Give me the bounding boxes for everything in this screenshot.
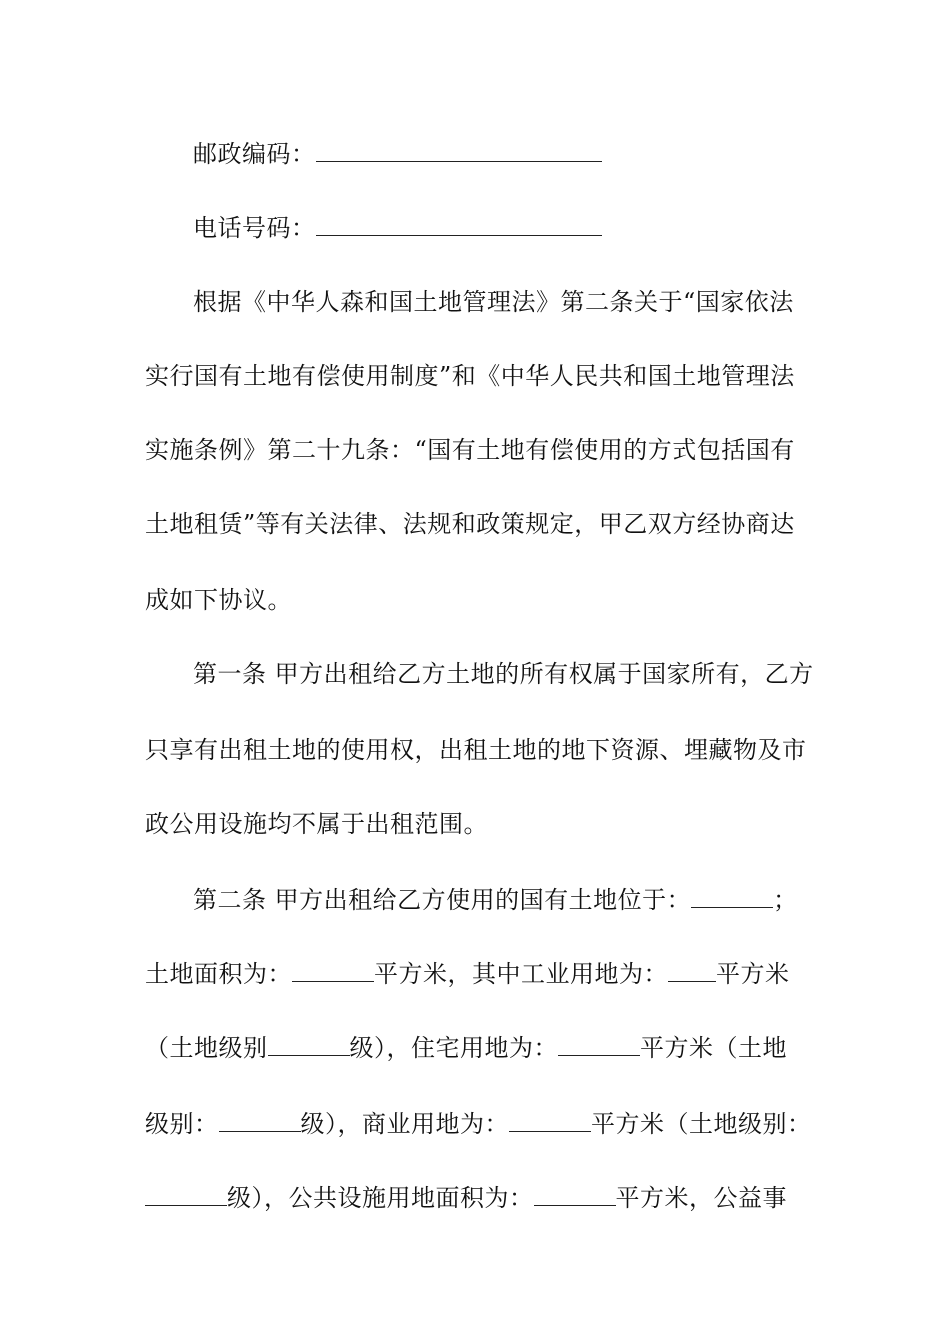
article1-line: 政公用设施均不属于出租范围。	[145, 810, 488, 838]
article2-text: 平方米（土地	[640, 1034, 787, 1062]
article2-text: 级别：	[145, 1110, 219, 1138]
article1-line: 只享有出租土地的使用权，出租土地的地下资源、埋藏物及市	[145, 736, 807, 764]
phone-number-blank	[316, 213, 602, 236]
article2-text: 级），商业用地为：	[300, 1110, 509, 1138]
residential-area-blank	[558, 1033, 640, 1056]
land-area-blank	[292, 959, 374, 982]
article2-text: 级），住宅用地为：	[349, 1034, 558, 1062]
article1-line: 第一条 甲方出租给乙方土地的所有权属于国家所有，乙方	[193, 660, 814, 688]
commercial-level-blank	[145, 1183, 227, 1206]
industrial-level-blank	[268, 1033, 350, 1056]
article2-line-2	[145, 958, 825, 990]
article2-line-1	[193, 884, 825, 916]
preamble-line: 土地租赁”等有关法律、法规和政策规定，甲乙双方经协商达	[145, 510, 795, 538]
preamble-line: 成如下协议。	[145, 586, 292, 614]
article2-text: 平方米	[716, 960, 790, 988]
postal-code-blank	[316, 139, 602, 162]
article2-text: 平方米（土地级别：	[591, 1110, 812, 1138]
commercial-area-blank	[509, 1109, 591, 1132]
article2-line-3	[145, 1032, 825, 1064]
preamble-line: 实行国有土地有偿使用制度”和《中华人民共和国土地管理法	[145, 362, 795, 390]
phone-number-line	[193, 212, 825, 244]
residential-level-blank	[219, 1109, 301, 1132]
location-blank	[691, 885, 773, 908]
phone-number-label: 电话号码：	[193, 214, 316, 242]
postal-code-label: 邮政编码：	[193, 140, 316, 168]
article2-text: （土地级别	[145, 1034, 268, 1062]
public-facility-area-blank	[534, 1183, 616, 1206]
preamble-line: 实施条例》第二十九条：“国有土地有偿使用的方式包括国有	[145, 436, 795, 464]
article2-line-4	[145, 1108, 825, 1140]
article2-text: 平方米，公益事	[615, 1184, 787, 1212]
article2-line-5	[145, 1182, 825, 1214]
article2-text: 第二条 甲方出租给乙方使用的国有土地位于：	[193, 886, 692, 914]
article2-text: 土地面积为：	[145, 960, 292, 988]
preamble-line: 根据《中华人森和国土地管理法》第二条关于“国家依法	[193, 288, 794, 316]
industrial-area-blank	[668, 959, 716, 982]
article2-text: 平方米，其中工业用地为：	[374, 960, 668, 988]
postal-code-line	[193, 138, 825, 170]
article2-text: 级），公共设施用地面积为：	[227, 1184, 534, 1212]
article2-text: ；	[773, 886, 798, 914]
